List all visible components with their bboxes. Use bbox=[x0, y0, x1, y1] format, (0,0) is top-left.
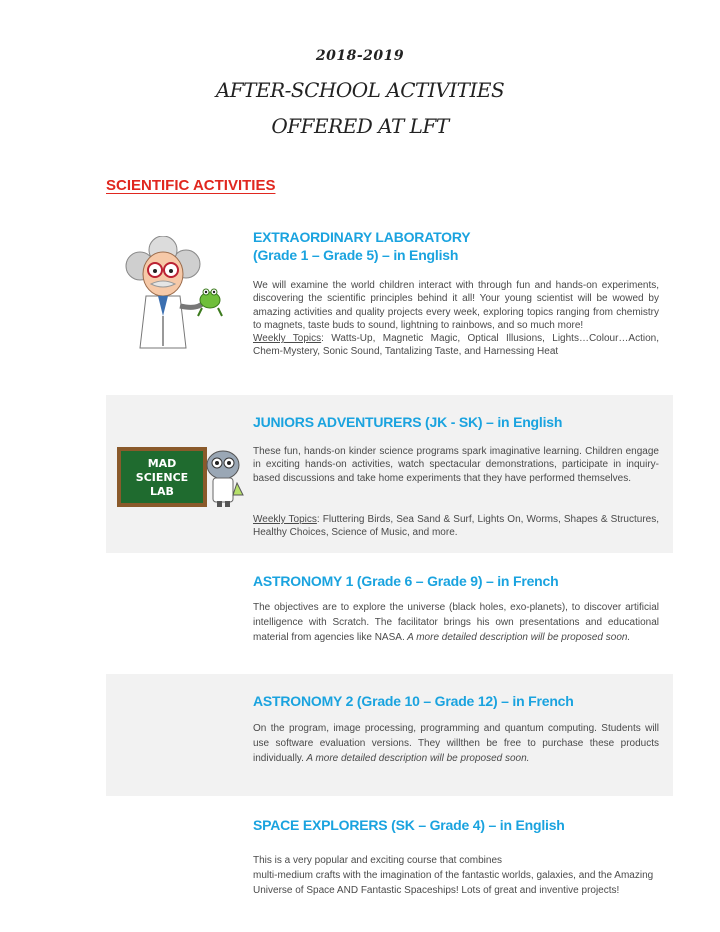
board-text-mad: MAD bbox=[147, 457, 177, 470]
weekly-topics-label: Weekly Topics bbox=[253, 514, 317, 525]
activity-title: ASTRONOMY 1 (Grade 6 – Grade 9) – in French bbox=[253, 573, 559, 589]
activity-title: ASTRONOMY 2 (Grade 10 – Grade 12) – in French bbox=[253, 693, 574, 709]
activity-description: We will examine the world children interact with through fun and hands-on experiments, discovering the scientific principles behind it all! Your young scientist will be wowed by amazing activities and quality projects every week, exploring topics ranging from chemistry to magnets, taste buds to sound, lightning to rainbows, and so much more! Weekly Topics: Watts-Up, Magnetic Magic, Optical Illusions, Lights…Colour…Action, Chem-Mystery, Sonic Sound, Tantalizing Taste, and Harnessing Heat bbox=[253, 280, 659, 358]
note-text: A more detailed description will be proposed soon. bbox=[303, 752, 530, 764]
activity-description: These fun, hands-on kinder science programs spark imaginative learning. Children engage in exciting hands-on activities, watch spectacular demonstrations, participate in inquiry-based discussions and take home experiments that they have performed themselves. bbox=[253, 446, 659, 484]
weekly-topics-label: Weekly Topics bbox=[253, 333, 322, 345]
activity-title: SPACE EXPLORERS (SK – Grade 4) – in English bbox=[253, 817, 565, 833]
activity-description: This is a very popular and exciting course that combines multi-medium crafts with the imagination of the fantastic worlds, galaxies, and the Amazing Universe of Space AND Fantastic Spaceships! Lots of great and inventive projects! bbox=[253, 855, 654, 896]
section-heading: SCIENTIFIC ACTIVITIES bbox=[106, 177, 276, 194]
board-text-lab: LAB bbox=[150, 485, 174, 498]
activity-description: The objectives are to explore the universe (black holes, exo-planets), to discover artificial intelligence with Scratch. The facilitator brings his own presentations and educational material from agencies like NASA. A more detailed description will be proposed soon. bbox=[253, 602, 659, 643]
board-text-science: SCIENCE bbox=[135, 471, 189, 484]
activity-title: JUNIORS ADVENTURERS (JK - SK) – in English bbox=[253, 414, 563, 430]
page-title-line1: AFTER-SCHOOL ACTIVITIES bbox=[215, 78, 505, 102]
note-text: A more detailed description will be proposed soon. bbox=[404, 631, 631, 643]
scientist-illustration bbox=[118, 236, 230, 352]
mad-science-lab-board bbox=[117, 445, 245, 509]
weekly-topics: Weekly Topics: Fluttering Birds, Sea Sand & Surf, Lights On, Worms, Shapes & Structures, Healthy Choices, Science of Music, and more. bbox=[253, 514, 660, 539]
page-title-line2: OFFERED AT LFT bbox=[271, 114, 449, 138]
activity-description: On the program, image processing, programming and quantum computing. Students will use software evaluation versions. They willthen be free to purchase these products individually. A more detailed description will be proposed soon. bbox=[253, 723, 659, 764]
activity-title: EXTRAORDINARY LABORATORY bbox=[253, 229, 471, 245]
school-year: 2018-2019 bbox=[315, 48, 405, 64]
activity-subtitle: (Grade 1 – Grade 5) – in English bbox=[253, 247, 459, 263]
